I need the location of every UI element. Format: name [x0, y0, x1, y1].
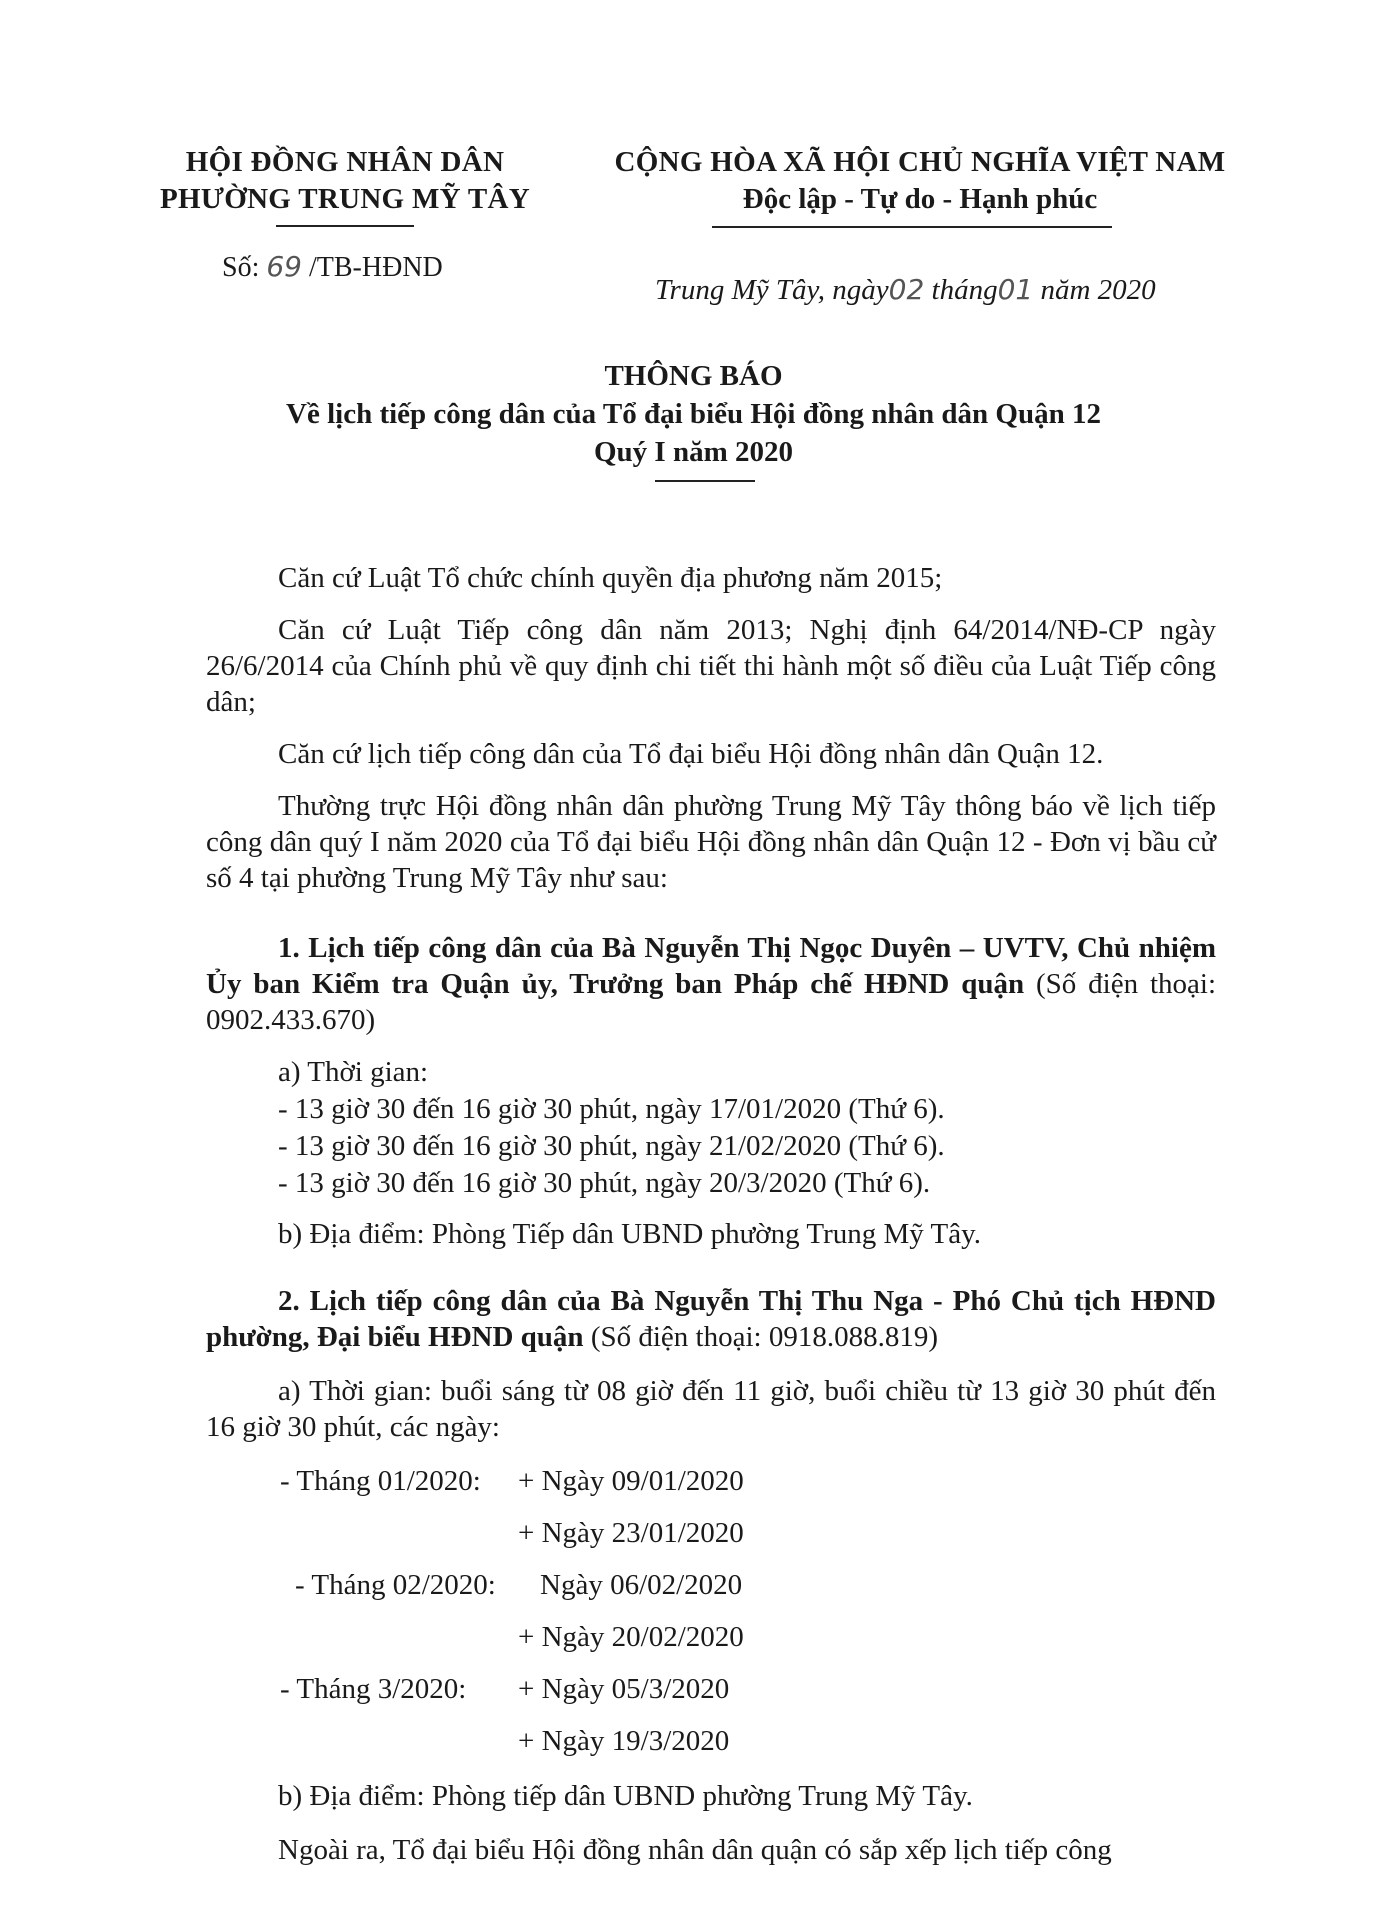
doc-title: THÔNG BÁO — [604, 360, 783, 392]
month-jan-day-2: + Ngày 23/01/2020 — [518, 1517, 744, 1549]
basis-3: Căn cứ lịch tiếp công dân của Tổ đại biểu Hội đồng nhân dân Quận 12. — [278, 738, 1104, 770]
place-date — [655, 273, 1156, 307]
month-jan-day-1: + Ngày 09/01/2020 — [518, 1465, 744, 1497]
section2-time: a) Thời gian: buổi sáng từ 08 giờ đến 11 giờ, buổi chiều từ 13 giờ 30 phút đến 16 giờ 30 phút, các ngày: — [206, 1375, 1216, 1443]
section2-heading — [206, 1283, 1216, 1355]
month-feb-day-1: Ngày 06/02/2020 — [540, 1569, 743, 1601]
month-mar-label: - Tháng 3/2020: — [280, 1673, 467, 1705]
month-feb-day-2: + Ngày 20/02/2020 — [518, 1621, 744, 1653]
section1-heading — [206, 930, 1216, 1038]
basis-1: Căn cứ Luật Tổ chức chính quyền địa phương năm 2015; — [278, 562, 943, 594]
doc-number — [222, 250, 443, 284]
month-mar-day-1: + Ngày 05/3/2020 — [518, 1673, 730, 1705]
motto: Độc lập - Tự do - Hạnh phúc — [742, 183, 1098, 215]
basis-2: Căn cứ Luật Tiếp công dân năm 2013; Nghị định 64/2014/NĐ-CP ngày 26/6/2014 của Chính phủ về quy định chi tiết thi hành một số điều của Luật Tiếp công dân; — [206, 614, 1216, 718]
section2-heading-bold: 2. Lịch tiếp công dân của Bà Nguyễn Thị Thu Nga - Phó Chủ tịch HĐND phường, Đại biểu HĐND quận — [206, 1285, 1216, 1353]
issuer-underline — [276, 225, 414, 227]
year-text: năm 2020 — [1040, 274, 1156, 306]
motto-underline — [712, 226, 1112, 228]
section1-time-2: - 13 giờ 30 đến 16 giờ 30 phút, ngày 21/02/2020 (Thứ 6). — [278, 1130, 945, 1162]
doc-number-suffix: /TB-HĐND — [309, 252, 443, 283]
section1-phone: (Số điện thoại: 0902.433.670) — [206, 968, 1217, 1036]
section1-heading-bold: 1. Lịch tiếp công dân của Bà Nguyễn Thị Ngọc Duyên – UVTV, Chủ nhiệm Ủy ban Kiểm tra Quận ủy, Trưởng ban Pháp chế HĐND quận — [206, 932, 1216, 1000]
place-date-prefix: Trung Mỹ Tây, ngày — [655, 274, 889, 306]
month-jan-label: - Tháng 01/2020: — [280, 1465, 481, 1497]
section1-time-3: - 13 giờ 30 đến 16 giờ 30 phút, ngày 20/3/2020 (Thứ 6). — [278, 1167, 931, 1199]
month-feb-label: - Tháng 02/2020: — [295, 1569, 496, 1601]
section2-location: b) Địa điểm: Phòng tiếp dân UBND phường Trung Mỹ Tây. — [278, 1780, 973, 1812]
month-handwritten: 01 — [997, 273, 1034, 306]
closing-line: Ngoài ra, Tổ đại biểu Hội đồng nhân dân quận có sắp xếp lịch tiếp công — [278, 1834, 1112, 1866]
issuer-line2: PHƯỜNG TRUNG MỸ TÂY — [159, 183, 531, 215]
doc-number-prefix: Số: — [222, 252, 260, 283]
doc-subtitle-2: Quý I năm 2020 — [593, 436, 793, 468]
doc-subtitle-1: Về lịch tiếp công dân của Tổ đại biểu Hội đồng nhân dân Quận 12 — [286, 398, 1101, 430]
section1-location: b) Địa điểm: Phòng Tiếp dân UBND phường Trung Mỹ Tây. — [278, 1218, 981, 1250]
issuer-line1: HỘI ĐỒNG NHÂN DÂN — [185, 146, 505, 178]
intro-paragraph: Thường trực Hội đồng nhân dân phường Trung Mỹ Tây thông báo về lịch tiếp công dân quý I năm 2020 của Tổ đại biểu Hội đồng nhân dân Quận 12 - Đơn vị bầu cử số 4 tại phường Trung Mỹ Tây như sau: — [206, 790, 1216, 894]
section1-time-1: - 13 giờ 30 đến 16 giờ 30 phút, ngày 17/01/2020 (Thứ 6). — [278, 1093, 945, 1125]
title-underline — [655, 480, 755, 482]
section2-phone: (Số điện thoại: 0918.088.819) — [590, 1321, 938, 1353]
month-mar-day-2: + Ngày 19/3/2020 — [518, 1725, 730, 1757]
month-word: tháng — [931, 274, 998, 306]
doc-number-handwritten: 69 — [266, 250, 302, 283]
nation-line1: CỘNG HÒA XÃ HỘI CHỦ NGHĨA VIỆT NAM — [614, 146, 1226, 178]
section1-time-label: a) Thời gian: — [278, 1056, 429, 1088]
day-handwritten: 02 — [888, 273, 925, 306]
